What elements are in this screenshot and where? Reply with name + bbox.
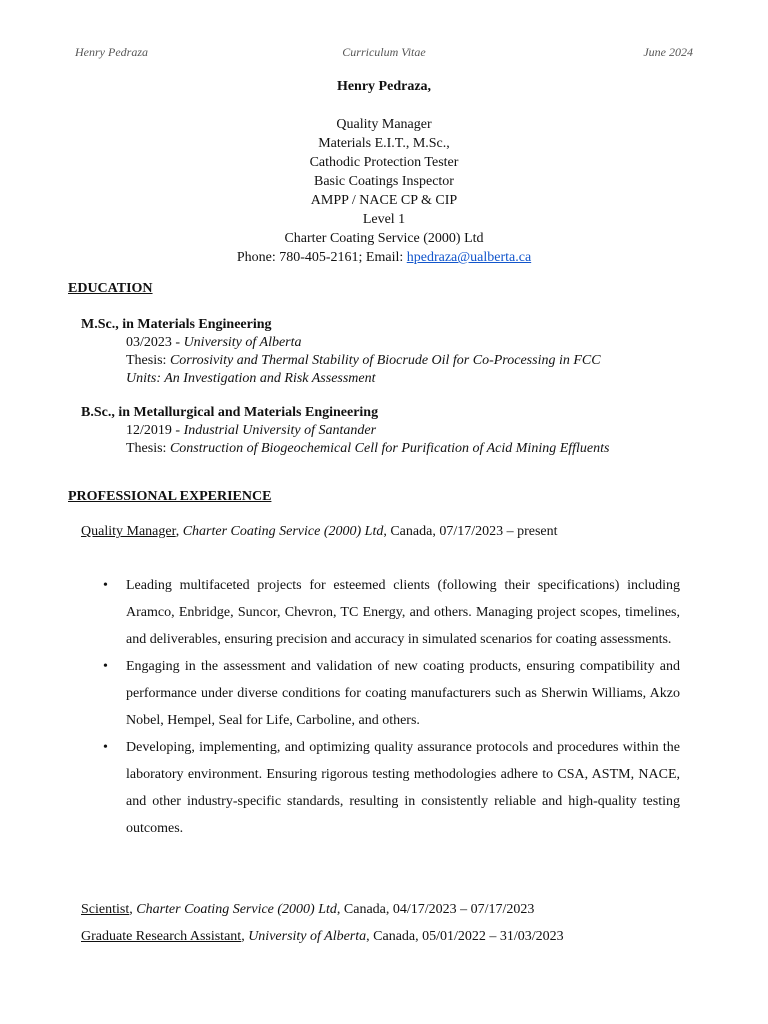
contact-block	[0, 77, 768, 267]
school-name: University of Alberta	[183, 335, 302, 350]
job-separator: ,	[129, 902, 137, 917]
degree-date-school	[81, 422, 609, 440]
job-company: Charter Coating Service (2000) Ltd	[182, 524, 384, 539]
credential-line: Cathodic Protection Tester	[309, 155, 459, 170]
bullet-text: Developing, implementing, and optimizing quality assurance protocols and procedures within the laboratory environment. Ensuring rigorous testing methodologies adhere to CSA, ASTM, NACE, and other industry-specific standards, resulting in consistently reliable and high-quality testing outcomes.	[126, 740, 680, 836]
responsibility-list	[81, 572, 680, 842]
thesis-title: Corrosivity and Thermal Stability of Biocrude Oil for Co-Processing in FCC	[169, 353, 601, 368]
credential-line: Quality Manager	[336, 117, 432, 132]
thesis-line	[81, 352, 601, 370]
credential-line: Basic Coatings Inspector	[314, 174, 454, 189]
job-title: Scientist	[81, 902, 130, 917]
degree-title: B.Sc., in Metallurgical and Materials Engineering	[81, 405, 379, 420]
degree-title: M.Sc., in Materials Engineering	[81, 317, 272, 332]
thesis-title-continued: Units: An Investigation and Risk Assessment	[126, 371, 376, 386]
credential-line: Charter Coating Service (2000) Ltd	[284, 231, 484, 246]
bullet-text: Leading multifaceted projects for esteemed clients (following their specifications) including Aramco, Enbridge, Suncor, Chevron, TC Energy, and others. Managing project scopes, timelines, and deliverables, ensuring precision and accuracy in simulated scenarios for coating assessments.	[126, 578, 680, 647]
degree-date-school	[81, 334, 601, 352]
phone-email-line	[0, 248, 768, 267]
experience-heading: PROFESSIONAL EXPERIENCE	[68, 489, 272, 504]
phone-text: Phone: 780-405-2161; Email:	[236, 250, 407, 265]
job-title: Graduate Research Assistant	[81, 929, 242, 944]
degree-date: 12/2019 -	[126, 423, 184, 438]
job-separator: ,	[175, 524, 183, 539]
job-entry-quality-manager	[81, 524, 558, 540]
msc-entry	[81, 316, 601, 388]
school-name: Industrial University of Santander	[183, 423, 377, 438]
job-entry-scientist	[81, 902, 534, 918]
job-company: University of Alberta	[248, 929, 367, 944]
candidate-name: Henry Pedraza,	[336, 79, 432, 94]
email-link[interactable]: hpedraza@ualberta.ca	[406, 250, 532, 265]
thesis-line-continued	[81, 370, 601, 388]
thesis-label: Thesis:	[126, 353, 170, 368]
list-item	[81, 734, 680, 842]
header-author: Henry Pedraza	[75, 45, 148, 59]
job-company: Charter Coating Service (2000) Ltd	[136, 902, 337, 917]
thesis-line	[81, 440, 609, 458]
degree-date: 03/2023 -	[126, 335, 184, 350]
bsc-entry	[81, 404, 609, 458]
thesis-title: Construction of Biogeochemical Cell for Purification of Acid Mining Effluents	[169, 441, 610, 456]
list-item	[81, 572, 680, 653]
bullet-icon: •	[103, 578, 108, 593]
running-header	[75, 45, 693, 61]
job-location-dates: , Canada, 04/17/2023 – 07/17/2023	[336, 902, 535, 917]
job-title: Quality Manager	[81, 524, 176, 539]
header-doc-title: Curriculum Vitae	[342, 45, 426, 59]
job-entry-research-assistant	[81, 929, 564, 945]
job-location-dates: , Canada, 05/01/2022 – 31/03/2023	[366, 929, 564, 944]
bullet-icon: •	[103, 659, 108, 674]
education-heading: EDUCATION	[68, 281, 153, 296]
credential-line: Level 1	[362, 212, 406, 227]
job-separator: ,	[241, 929, 249, 944]
header-date: June 2024	[643, 45, 693, 59]
credential-line: AMPP / NACE CP & CIP	[310, 193, 458, 208]
job-location-dates: , Canada, 07/17/2023 – present	[383, 524, 558, 539]
credential-line: Materials E.I.T., M.Sc.,	[318, 136, 450, 151]
bullet-icon: •	[103, 740, 108, 755]
bullet-text: Engaging in the assessment and validation of new coating products, ensuring compatibility and performance under diverse conditions for coating manufacturers such as Sherwin Williams, Akzo Nobel, Hempel, Seal for Life, Carboline, and others.	[126, 659, 680, 728]
thesis-label: Thesis:	[126, 441, 170, 456]
list-item	[81, 653, 680, 734]
